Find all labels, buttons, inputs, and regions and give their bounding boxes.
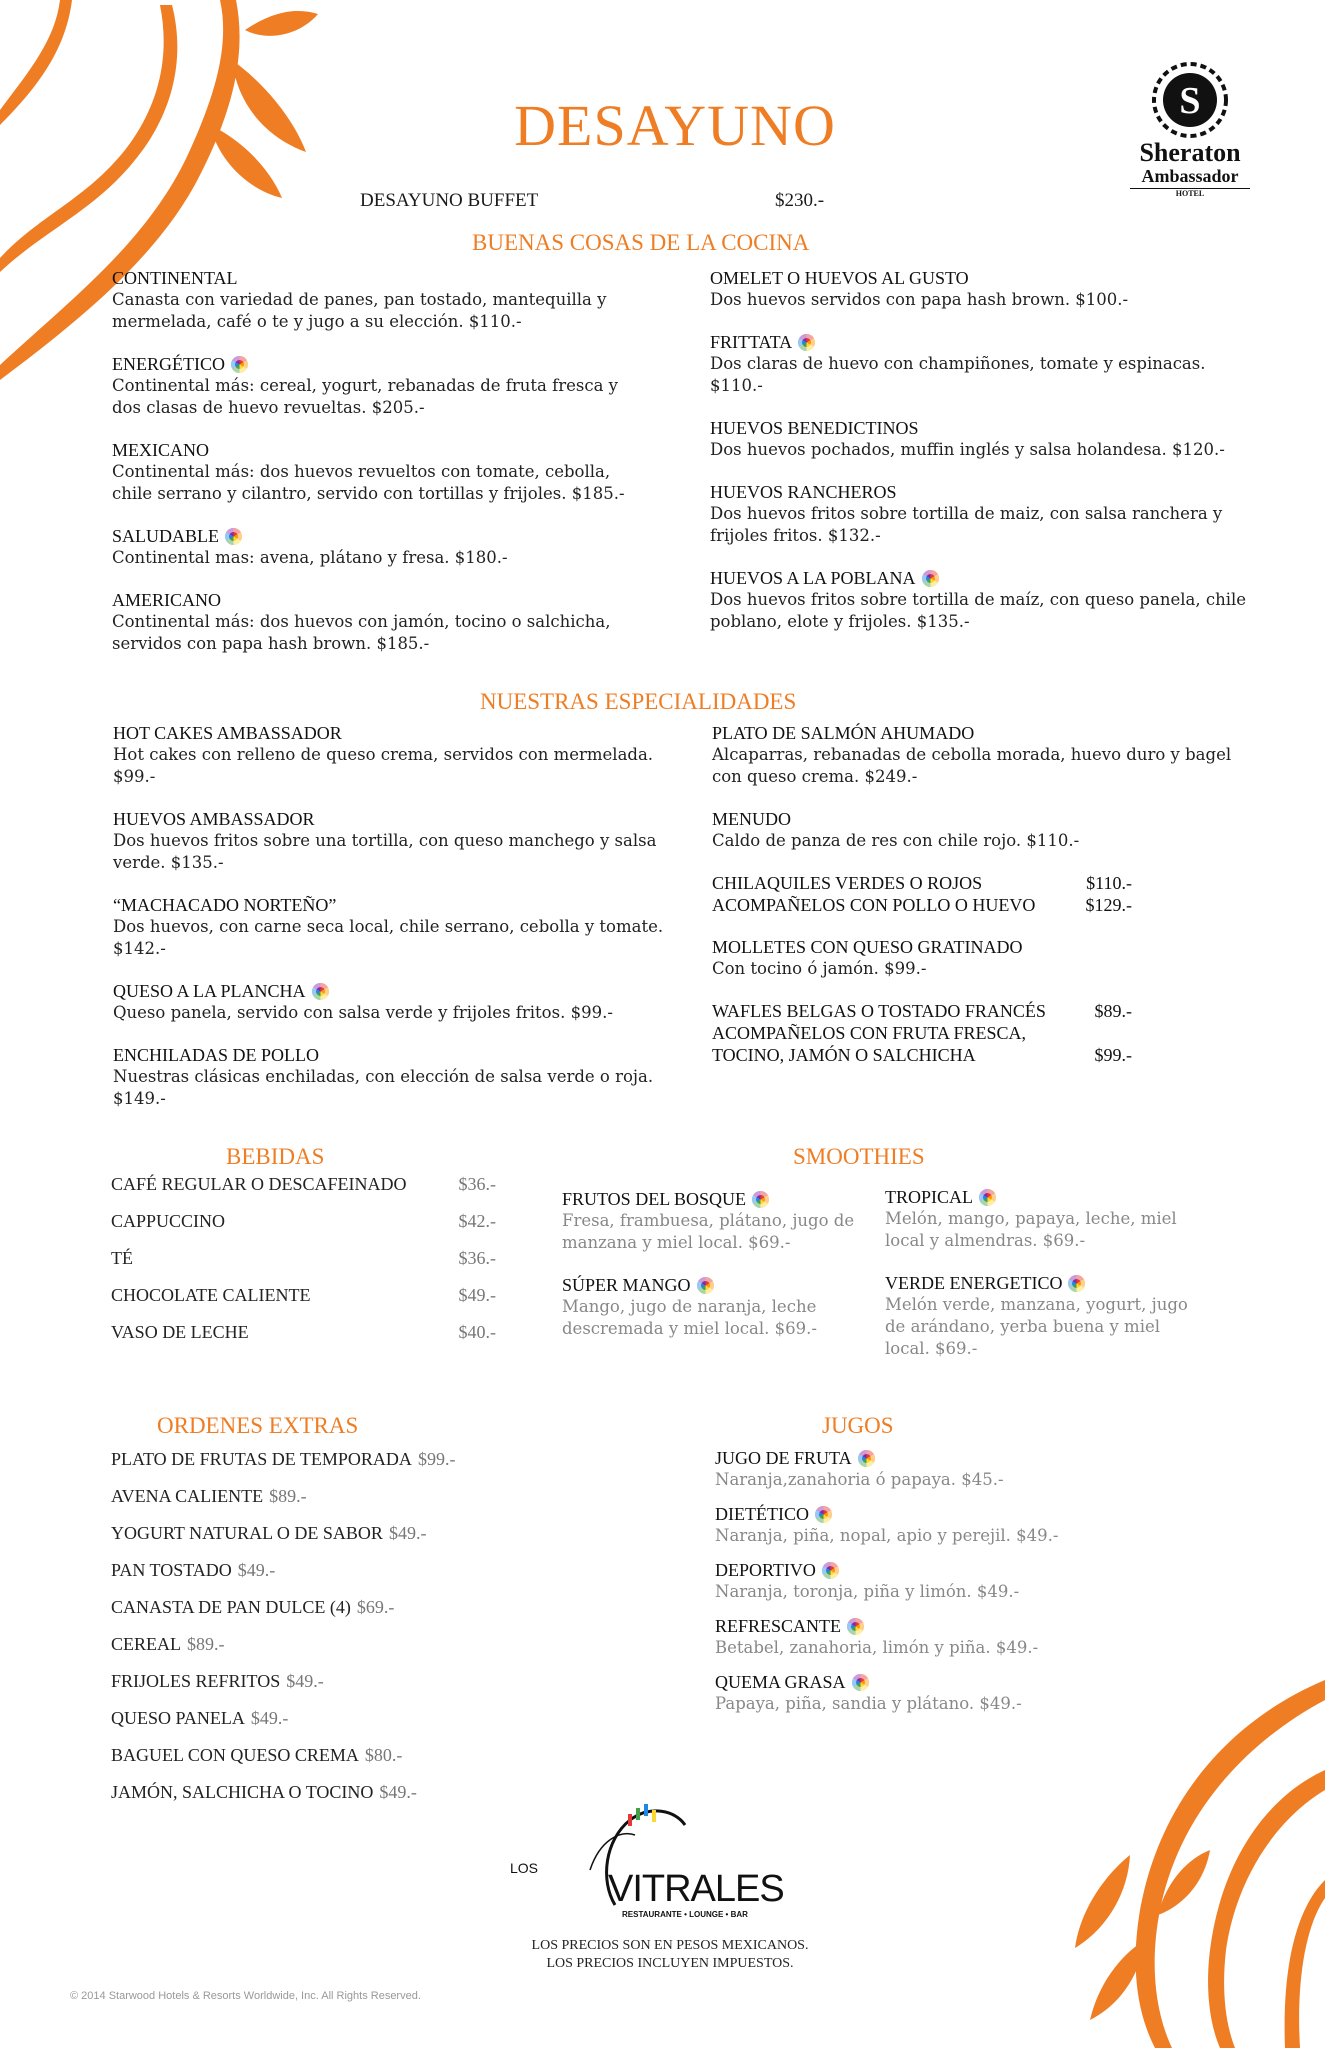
item-name: HUEVOS A LA POBLANA [710,568,916,588]
menu-item-wafles [712,1000,1252,1066]
item-desc: Melón verde, manzana, yogurt, jugo de arándano, yerba buena y miel local. $69.- [885,1295,1188,1358]
smoothies-left-column [562,1188,872,1360]
healthy-rainbow-icon [847,1618,864,1635]
extra-name: QUESO PANELA [111,1708,245,1728]
healthy-rainbow-icon [815,1506,832,1523]
bebida-name: TÉ [111,1248,133,1268]
item-price: $110.- [1086,873,1132,893]
healthy-rainbow-icon [979,1189,996,1206]
menu-item [112,353,652,419]
extra-price: $49.- [379,1782,417,1802]
item-desc: Dos huevos servidos con papa hash brown. $100.- [710,290,1129,309]
extra-price: $49.- [237,1560,276,1580]
extras-list [111,1449,455,1819]
item-name: REFRESCANTE [715,1616,842,1636]
item-desc: Mango, jugo de naranja, leche descremada y miel local. $69.- [562,1297,817,1338]
item-name: PLATO DE SALMÓN AHUMADO [712,723,975,743]
item-name: MOLLETES CON QUESO GRATINADO [712,937,1023,957]
section-smoothies: SMOOTHIES [793,1144,925,1169]
healthy-rainbow-icon [852,1674,869,1691]
item-desc: Naranja,zanahoria ó papaya. $45.- [715,1470,1004,1489]
healthy-rainbow-icon [858,1450,875,1467]
vitrales-logo [510,1800,784,1930]
buenas-left-column [112,267,652,675]
bebida-price: $36.- [458,1174,496,1194]
item-name: MEXICANO [112,440,209,460]
extra-price: $49.- [286,1671,324,1691]
menu-item [710,567,1250,633]
menu-item [113,722,673,788]
bebida-price: $42.- [458,1211,496,1231]
menu-item [562,1188,872,1254]
item-desc: Continental más: dos huevos con jamón, tocino o salchicha, servidos con papa hash brown. $185.- [112,612,611,653]
extra-price: $89.- [269,1486,307,1506]
extra-name: JAMÓN, SALCHICHA O TOCINO [111,1782,374,1802]
vitrales-name: VITRALES [608,1868,784,1910]
item-desc: Hot cakes con relleno de queso crema, servidos con mermelada. $99.- [113,745,654,786]
item-name: VERDE ENERGETICO [885,1273,1063,1293]
bebida-name: CAPPUCCINO [111,1211,226,1231]
menu-item [112,439,652,505]
menu-item [710,331,1250,397]
item-desc: Canasta con variedad de panes, pan tostado, mantequilla y mermelada, café o te y jugo a su elección. $110.- [112,290,607,331]
section-buenas-cosas: BUENAS COSAS DE LA COCINA [472,230,810,255]
section-jugos: JUGOS [822,1413,894,1438]
extra-name: CANASTA DE PAN DULCE (4) [111,1597,351,1617]
item-name: SÚPER MANGO [562,1275,691,1295]
item-desc: Queso panela, servido con salsa verde y frijoles fritos. $99.- [113,1003,613,1022]
bebida-name: VASO DE LECHE [111,1322,249,1342]
item-name: HUEVOS AMBASSADOR [113,809,315,829]
healthy-rainbow-icon [798,334,815,351]
menu-item [562,1274,872,1340]
logo-hotel: HOTEL [1130,188,1250,198]
smoothies-right-column [885,1186,1205,1380]
item-price: $129.- [1085,895,1132,915]
menu-item [715,1615,1135,1659]
item-name: WAFLES BELGAS O TOSTADO FRANCÉS [712,1001,1046,1021]
menu-item [885,1272,1205,1360]
extra-price: $89.- [187,1634,225,1654]
item-desc: Dos huevos fritos sobre tortilla de maiz, con salsa ranchera y frijoles fritos. $132.- [710,504,1223,545]
bebida-row [111,1248,496,1285]
menu-item [113,1044,673,1110]
extra-row [111,1782,455,1819]
item-name: ENERGÉTICO [112,354,225,374]
extra-name: FRIJOLES REFRITOS [111,1671,281,1691]
menu-item [113,894,673,960]
item-desc: Continental más: dos huevos revueltos con tomate, cebolla, chile serrano y cilantro, servido con tortillas y frijoles. $185.- [112,462,625,503]
extra-row [111,1745,455,1782]
item-name: QUESO A LA PLANCHA [113,981,306,1001]
section-especialidades: NUESTRAS ESPECIALIDADES [480,689,797,714]
sheraton-wreath-icon [1150,60,1230,140]
section-bebidas: BEBIDAS [226,1144,325,1169]
item-name: TOCINO, JAMÓN O SALCHICHA [712,1045,976,1065]
item-desc: Continental más: cereal, yogurt, rebanadas de fruta fresca y dos clasas de huevo revueltas. $205.- [112,376,618,417]
item-desc: Continental mas: avena, plátano y fresa. $180.- [112,548,508,567]
item-name: QUEMA GRASA [715,1672,846,1692]
extra-row [111,1486,455,1523]
menu-item [712,936,1252,980]
item-name: “MACHACADO NORTEÑO” [113,895,337,915]
healthy-rainbow-icon [697,1277,714,1294]
bebida-row [111,1322,496,1359]
extra-row [111,1597,455,1634]
item-name: DIETÉTICO [715,1504,809,1524]
extra-row [111,1634,455,1671]
item-desc: Con tocino ó jamón. $99.- [712,959,927,978]
buenas-right-column [710,267,1250,653]
item-price: $99.- [1094,1045,1132,1065]
item-name: ACOMPAÑELOS CON POLLO O HUEVO [712,895,1036,915]
bebida-row [111,1285,496,1322]
section-ordenes-extras: ORDENES EXTRAS [157,1413,359,1438]
item-desc: Dos huevos, con carne seca local, chile serrano, cebolla y tomate. $142.- [113,917,664,958]
buffet-label: DESAYUNO BUFFET [360,190,539,211]
especialidades-left-column [113,722,673,1130]
extra-name: AVENA CALIENTE [111,1486,264,1506]
healthy-rainbow-icon [231,356,248,373]
extra-price: $80.- [364,1745,403,1765]
healthy-rainbow-icon [1068,1275,1085,1292]
item-name: HUEVOS BENEDICTINOS [710,418,919,438]
item-desc: Fresa, frambuesa, plátano, jugo de manzana y miel local. $69.- [562,1211,855,1252]
item-name: ACOMPAÑELOS CON FRUTA FRESCA, [712,1023,1026,1043]
menu-item [710,481,1250,547]
footer-line-1: LOS PRECIOS SON EN PESOS MEXICANOS. [531,1938,809,1953]
item-name: HUEVOS RANCHEROS [710,482,897,502]
bebida-price: $49.- [458,1285,496,1305]
menu-item [712,722,1252,788]
footer-note [440,1937,900,1973]
item-desc: Dos huevos pochados, muffin inglés y salsa holandesa. $120.- [710,440,1225,459]
item-name: HOT CAKES AMBASSADOR [113,723,342,743]
item-price: $89.- [1094,1001,1132,1021]
footer-line-2: LOS PRECIOS INCLUYEN IMPUESTOS. [546,1956,794,1971]
extra-price: $69.- [356,1597,395,1617]
bebida-price: $40.- [458,1322,496,1342]
menu-item-chilaquiles [712,872,1252,916]
item-desc: Dos claras de huevo con champiñones, tomate y espinacas. $110.- [710,354,1206,395]
extra-name: BAGUEL CON QUESO CREMA [111,1745,359,1765]
extra-row [111,1560,455,1597]
menu-item [710,267,1250,311]
bebida-name: CAFÉ REGULAR O DESCAFEINADO [111,1174,407,1194]
extra-row [111,1671,455,1708]
extra-row [111,1708,455,1745]
extra-name: PAN TOSTADO [111,1560,232,1580]
item-desc: Melón, mango, papaya, leche, miel local y almendras. $69.- [885,1209,1177,1250]
vitrales-los: LOS [510,1860,539,1876]
sheraton-mark: S [1179,80,1201,122]
menu-item [113,980,673,1024]
item-name: ENCHILADAS DE POLLO [113,1045,319,1065]
item-name: FRUTOS DEL BOSQUE [562,1189,747,1209]
healthy-rainbow-icon [225,528,242,545]
item-name: OMELET O HUEVOS AL GUSTO [710,268,969,288]
bebida-row [111,1211,496,1248]
item-name: FRITTATA [710,332,793,352]
item-desc: Alcaparras, rebanadas de cebolla morada, huevo duro y bagel con queso crema. $249.- [712,745,1232,786]
menu-item [715,1671,1135,1715]
menu-item [885,1186,1205,1252]
item-desc: Naranja, piña, nopal, apio y perejil. $49.- [715,1526,1059,1545]
extra-row [111,1449,455,1486]
healthy-rainbow-icon [312,983,329,1000]
especialidades-right-column [712,722,1252,1086]
item-name: TROPICAL [885,1187,974,1207]
extra-price: $49.- [250,1708,289,1728]
healthy-rainbow-icon [822,1562,839,1579]
menu-item [112,589,652,655]
bebida-name: CHOCOLATE CALIENTE [111,1285,311,1305]
sheraton-logo [1120,60,1260,198]
jugos-list [715,1447,1135,1727]
item-name: MENUDO [712,809,791,829]
menu-item [112,525,652,569]
item-desc: Naranja, toronja, piña y limón. $49.- [715,1582,1020,1601]
logo-sub: Ambassador [1141,166,1239,186]
page-title: DESAYUNO [514,93,836,158]
item-desc: Caldo de panza de res con chile rojo. $110.- [712,831,1080,850]
extra-price: $99.- [417,1449,456,1469]
vitrales-sub: RESTAURANTE • LOUNGE • BAR [622,1910,748,1919]
healthy-rainbow-icon [922,570,939,587]
menu-item [715,1447,1135,1491]
buffet-price: $230.- [775,190,825,211]
bebidas-list [111,1174,496,1359]
extra-name: YOGURT NATURAL O DE SABOR [111,1523,383,1543]
bebida-price: $36.- [458,1248,496,1268]
extra-name: CEREAL [111,1634,181,1654]
item-desc: Nuestras clásicas enchiladas, con elección de salsa verde o roja. $149.- [113,1067,654,1108]
menu-item [715,1503,1135,1547]
copyright: © 2014 Starwood Hotels & Resorts Worldwide, Inc. All Rights Reserved. [70,1990,421,2002]
extra-price: $49.- [388,1523,427,1543]
item-name: CHILAQUILES VERDES O ROJOS [712,873,983,893]
item-name: SALUDABLE [112,526,219,546]
logo-brand: Sheraton [1139,138,1241,167]
item-desc: Betabel, zanahoria, limón y piña. $49.- [715,1638,1039,1657]
healthy-rainbow-icon [752,1191,769,1208]
item-name: CONTINENTAL [112,268,238,288]
menu-item [715,1559,1135,1603]
menu-item [712,808,1252,852]
bebida-row [111,1174,496,1211]
item-name: JUGO DE FRUTA [715,1448,852,1468]
extra-row [111,1523,455,1560]
item-name: DEPORTIVO [715,1560,816,1580]
item-name: AMERICANO [112,590,222,610]
menu-item [710,417,1250,461]
item-desc: Dos huevos fritos sobre tortilla de maíz, con queso panela, chile poblano, elote y frijoles. $135.- [710,590,1247,631]
item-desc: Papaya, piña, sandia y plátano. $49.- [715,1694,1022,1713]
menu-item [113,808,673,874]
orange-swirl-bottom-right [1060,1680,1325,2048]
menu-item [112,267,652,333]
extra-name: PLATO DE FRUTAS DE TEMPORADA [111,1449,412,1469]
item-desc: Dos huevos fritos sobre una tortilla, con queso manchego y salsa verde. $135.- [113,831,657,872]
